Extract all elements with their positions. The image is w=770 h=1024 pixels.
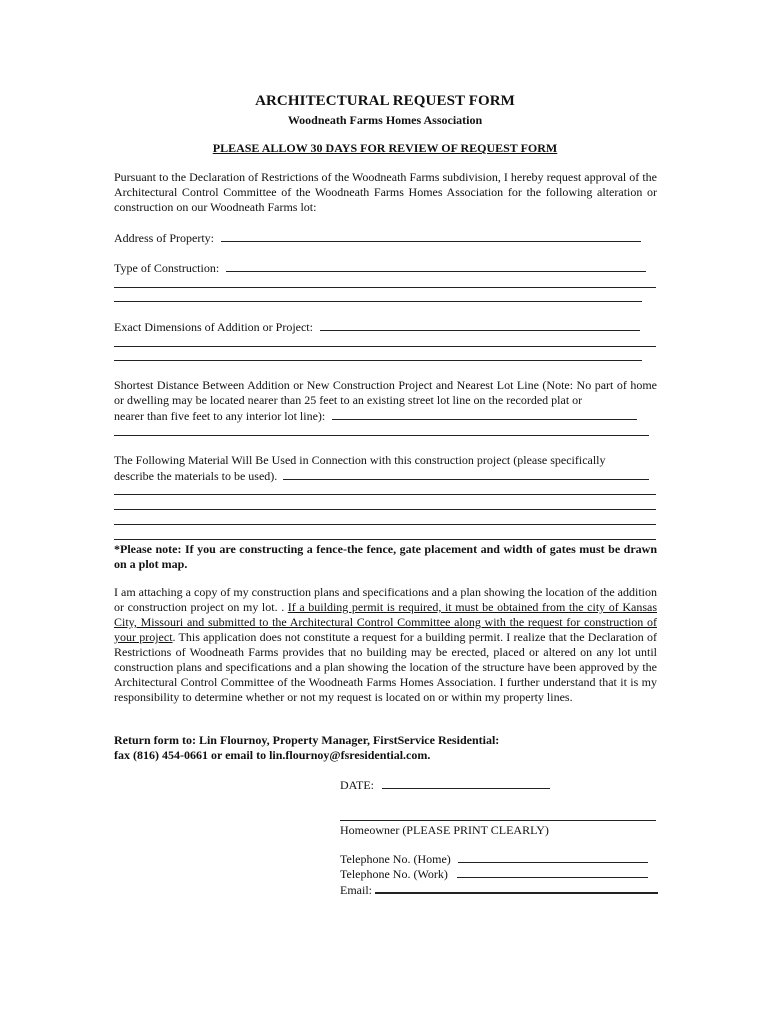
- email-row: [340, 881, 658, 898]
- date-field[interactable]: [382, 777, 550, 789]
- date-row: [340, 777, 550, 793]
- intro-paragraph: Pursuant to the Declaration of Restrictions of the Woodneath Farms subdivision, I hereby request approval of the Architectural Control Committee of the Woodneath Farms Homes Association for the following alteration or construction on our Woodneath Farms lot:: [114, 170, 657, 214]
- construction-type-row: [114, 260, 646, 276]
- return-to-line: Return form to: Lin Flournoy, Property Manager, FirstService Residential:: [114, 733, 500, 747]
- construction-type-field-line-3[interactable]: [114, 301, 642, 302]
- materials-paragraph: The Following Material Will Be Used in Connection with this construction project (please specifically: [114, 453, 606, 467]
- phone-home-row: [340, 851, 648, 867]
- materials-field-line-3[interactable]: [114, 509, 656, 510]
- email-label: Email:: [340, 883, 372, 897]
- dimensions-label: Exact Dimensions of Addition or Project:: [114, 320, 313, 334]
- dimensions-field[interactable]: [320, 319, 640, 331]
- distance-label: nearer than five feet to any interior lot line):: [114, 409, 326, 423]
- construction-type-field[interactable]: [226, 260, 646, 272]
- date-label: DATE:: [340, 778, 374, 792]
- materials-field[interactable]: [283, 468, 649, 480]
- homeowner-label: Homeowner (PLEASE PRINT CLEARLY): [340, 823, 549, 837]
- distance-row: [114, 408, 637, 424]
- phone-work-field[interactable]: [457, 866, 648, 878]
- distance-field[interactable]: [332, 408, 637, 420]
- review-notice: PLEASE ALLOW 30 DAYS FOR REVIEW OF REQUEST FORM: [212, 141, 558, 155]
- attachment-text-end: . This application does not constitute a request for a building permit. I realize that the Declaration of Restrictions of Woodneath Farms provides that no building may be erected, placed or altered on any lot until construction plans and specifications and a plan showing the location of the structure have been approved by the Architectural Control Committee of the Woodneath Farms Homes Association. I further understand that it is my responsibility to determine whether or not my request is located on or within my property lines.: [114, 630, 657, 704]
- phone-home-label: Telephone No. (Home): [340, 852, 451, 866]
- materials-field-line-2[interactable]: [114, 494, 656, 495]
- phone-work-row: [340, 866, 648, 882]
- address-label: Address of Property:: [114, 231, 214, 245]
- distance-field-line-2[interactable]: [114, 435, 649, 436]
- homeowner-name-field[interactable]: [340, 820, 656, 821]
- construction-type-field-line-2[interactable]: [114, 287, 656, 288]
- materials-label: describe the materials to be used).: [114, 469, 278, 483]
- address-field[interactable]: [221, 230, 641, 242]
- phone-home-field[interactable]: [458, 851, 648, 863]
- association-name: Woodneath Farms Homes Association: [287, 113, 483, 127]
- fence-note: *Please note: If you are constructing a fence-the fence, gate placement and width of gates must be drawn on a plot map.: [114, 542, 657, 571]
- phone-work-label: Telephone No. (Work): [340, 867, 448, 881]
- attachment-paragraph: [114, 585, 657, 705]
- dimensions-field-line-3[interactable]: [114, 360, 642, 361]
- dimensions-row: [114, 319, 640, 335]
- address-row: [114, 230, 641, 246]
- return-contact-line: fax (816) 454-0661 or email to lin.flournoy@fsresidential.com.: [114, 748, 431, 762]
- building-permit-notice: If a building permit is required, it must be obtained from the city of Kansas City, Missouri and submitted to the Architectural Control Committee along with the request for construction of your project: [114, 600, 657, 644]
- form-title: ARCHITECTURAL REQUEST FORM: [255, 93, 515, 109]
- attachment-text-start: I am attaching a copy of my construction plans and specifications and a plan showing the location of the addition or construction project on my lot. .: [114, 585, 657, 614]
- materials-row: [114, 468, 649, 484]
- email-field[interactable]: [375, 881, 658, 894]
- dimensions-field-line-2[interactable]: [114, 346, 656, 347]
- materials-field-line-5[interactable]: [114, 539, 656, 540]
- distance-paragraph: Shortest Distance Between Addition or New Construction Project and Nearest Lot Line (Note: No part of home or dwelling may be located nearer than 25 feet to an existing street lot line on the recorded plat or: [114, 378, 657, 407]
- materials-field-line-4[interactable]: [114, 524, 656, 525]
- construction-type-label: Type of Construction:: [114, 261, 220, 275]
